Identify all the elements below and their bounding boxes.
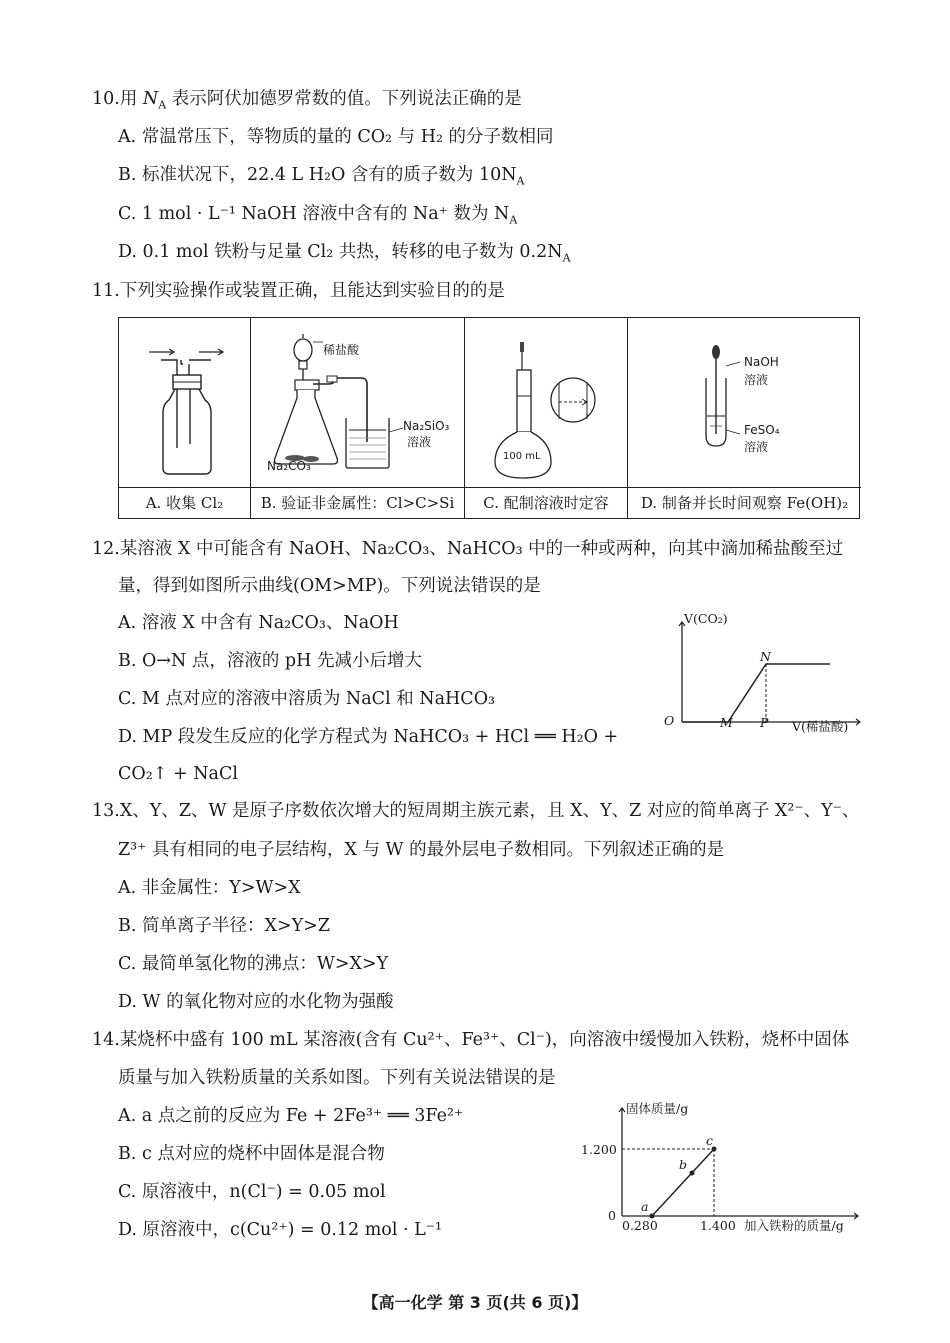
gas-bottle-icon (119, 318, 251, 488)
graph12-m: M (720, 715, 733, 730)
q10-option-d: D. 0.1 mol 铁粉与足量 Cl₂ 共热，转移的电子数为 $0.2N_A$ (118, 242, 571, 265)
graph12-origin: O (664, 713, 675, 728)
q12-option-a: A. 溶液 X 中含有 Na₂CO₃、NaOH (118, 613, 399, 633)
graph14-xlabel: 加入铁粉的质量/g (744, 1218, 844, 1233)
volumetric-flask-icon (465, 318, 628, 488)
graph14-y-tick: 1.200 (581, 1142, 617, 1157)
q14-option-b: B. c 点对应的烧杯中固体是混合物 (118, 1144, 385, 1164)
caption-a: A. 收集 Cl₂ (119, 487, 250, 518)
label-solution-d1: 溶液 (744, 373, 769, 387)
label-dilute-hcl: 稀盐酸 (323, 343, 360, 357)
q13-option-a: A. 非金属性：Y>W>X (118, 878, 301, 898)
graph14-x-tick2: 1.400 (700, 1218, 736, 1233)
q14-stem-line2: 质量与加入铁粉质量的关系如图。下列有关说法错误的是 (118, 1068, 556, 1088)
q12-stem-line1: 12.某溶液 X 中可能含有 NaOH、Na₂CO₃、NaHCO₃ 中的一种或两种，向其中滴加稀盐酸至过 (92, 539, 844, 559)
q12-stem-line2: 量，得到如图所示曲线(OM>MP)。下列说法错误的是 (118, 576, 541, 596)
caption-b: B. 验证非金属性：Cl>C>Si (251, 487, 464, 518)
graph14-point-b: b (679, 1157, 688, 1172)
q10-option-b: B. 标准状况下，22.4 L H₂O 含有的质子数为 $10N_A$ (118, 165, 525, 188)
label-solution-b: 溶液 (407, 435, 432, 449)
graph12-n: N (760, 649, 771, 664)
q14-option-d: D. 原溶液中，c(Cu²⁺) = 0.12 mol · L⁻¹ (118, 1220, 443, 1240)
q14-option-a: A. a 点之前的反应为 Fe + 2Fe³⁺ ══ 3Fe²⁺ (118, 1106, 464, 1126)
label-na2co3: Na₂CO₃ (267, 459, 311, 473)
q13-option-b: B. 简单离子半径：X>Y>Z (118, 916, 330, 936)
label-flask-volume: 100 mL (503, 451, 541, 462)
label-solution-d2: 溶液 (744, 440, 769, 454)
q13-stem-line2: Z³⁺ 具有相同的电子层结构，X 与 W 的最外层电子数相同。下列叙述正确的是 (118, 840, 725, 860)
experiment-c (465, 318, 628, 518)
caption-c: C. 配制溶液时定容 (465, 487, 627, 518)
q10-stem: 10.用 $N_A$ 表示阿伏加德罗常数的值。下列说法正确的是 (92, 89, 522, 112)
graph14-ylabel: 固体质量/g (626, 1101, 689, 1116)
label-feso4: FeSO₄ (744, 423, 780, 437)
test-tube-icon (628, 318, 861, 488)
label-na2sio3: Na₂SiO₃ (403, 419, 450, 433)
q12-option-c: C. M 点对应的溶液中溶质为 NaCl 和 NaHCO₃ (118, 689, 496, 709)
graph12-p: P (760, 715, 769, 730)
graph12-ylabel: V(CO₂) (684, 611, 728, 626)
q13-option-c: C. 最简单氢化物的沸点：W>X>Y (118, 954, 389, 974)
experiment-d (628, 318, 861, 518)
experiment-b (251, 318, 465, 518)
graph14-origin: 0 (608, 1208, 616, 1223)
caption-d: D. 制备并长时间观察 Fe(OH)₂ (628, 487, 861, 518)
label-naoh: NaOH (744, 355, 779, 369)
q13-option-d: D. W 的氧化物对应的水化物为强酸 (118, 992, 394, 1012)
graph14-point-c: c (706, 1133, 714, 1148)
q12-option-d: D. MP 段发生反应的化学方程式为 NaHCO₃ + HCl ══ H₂O + (118, 727, 619, 747)
graph14-x-tick1: 0.280 (622, 1218, 658, 1233)
graph14-point-a: a (641, 1199, 649, 1214)
q10-option-a: A. 常温常压下，等物质的量的 CO₂ 与 H₂ 的分子数相同 (118, 127, 554, 147)
q11-stem: 11.下列实验操作或装置正确，且能达到实验目的的是 (92, 281, 505, 301)
q14-stem-line1: 14.某烧杯中盛有 100 mL 某溶液(含有 Cu²⁺、Fe³⁺、Cl⁻)，向溶液中缓慢加入铁粉，烧杯中固体 (92, 1030, 850, 1050)
graph12-xlabel: V(稀盐酸) (792, 719, 849, 734)
q12-option-d-cont: CO₂↑ + NaCl (118, 764, 238, 784)
q10-option-c: C. 1 mol · L⁻¹ NaOH 溶液中含有的 Na⁺ 数为 $N_A$ (118, 204, 518, 227)
experiment-a (119, 318, 251, 518)
experiment-table (118, 317, 860, 519)
q13-stem-line1: 13.X、Y、Z、W 是原子序数依次增大的短周期主族元素，且 X、Y、Z 对应的简单离子 X²⁻、Y⁻、 (92, 801, 860, 821)
q14-option-c: C. 原溶液中，n(Cl⁻) = 0.05 mol (118, 1182, 386, 1202)
q12-option-b: B. O→N 点，溶液的 pH 先减小后增大 (118, 651, 422, 671)
page-footer: 【高一化学 第 3 页(共 6 页)】 (362, 1293, 588, 1312)
